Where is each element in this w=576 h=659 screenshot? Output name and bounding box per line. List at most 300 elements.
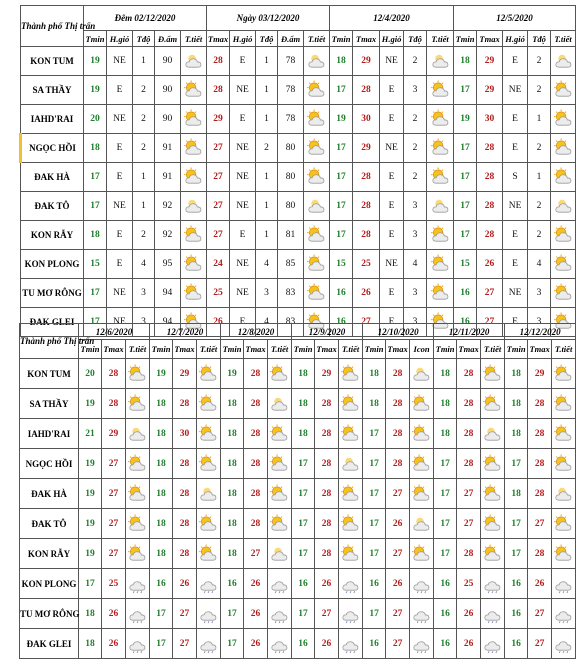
sun-cloud-icon: [553, 544, 574, 564]
weather-icon-cell: [551, 76, 576, 105]
value-cell: 26: [457, 599, 481, 629]
weather-icon-cell: [197, 569, 221, 599]
sun-cloud-icon: [127, 514, 148, 534]
forecast-table-1: [19, 5, 576, 337]
value-cell: 1: [256, 221, 278, 250]
value-cell: 2: [133, 221, 155, 250]
value-cell: 17: [434, 539, 457, 569]
weather-icon-cell: [197, 389, 221, 419]
value-cell: 27: [315, 599, 339, 629]
sun-cloud-icon: [482, 364, 503, 384]
value-cell: 17: [434, 449, 457, 479]
date-group-header: 12/8/2020: [221, 324, 292, 340]
sun-cloud-icon: [198, 604, 219, 624]
value-cell: 18: [434, 419, 457, 449]
value-cell: E: [230, 308, 256, 337]
column-header: T.tiết: [339, 340, 363, 359]
weather-icon-cell: [551, 47, 576, 76]
value-cell: 28: [173, 509, 197, 539]
value-cell: 27: [528, 629, 552, 659]
value-cell: 28: [457, 449, 481, 479]
sun-cloud-icon: [127, 544, 148, 564]
weather-icon-cell: [427, 76, 454, 105]
value-cell: 18: [505, 389, 528, 419]
column-header: Tmin: [150, 340, 173, 359]
value-cell: 17: [454, 134, 477, 163]
city-name: ĐAK HÀ: [21, 163, 84, 192]
sun-cloud-icon: [482, 484, 503, 504]
value-cell: 28: [315, 449, 339, 479]
weather-icon-cell: [339, 389, 363, 419]
weather-icon-cell: [197, 629, 221, 659]
value-cell: 27: [207, 134, 230, 163]
value-cell: 28: [477, 192, 503, 221]
value-cell: 29: [477, 47, 503, 76]
value-cell: 25: [457, 569, 481, 599]
weather-icon-cell: [268, 479, 292, 509]
value-cell: 92: [155, 192, 181, 221]
value-cell: 18: [363, 359, 386, 389]
value-cell: 17: [363, 599, 386, 629]
value-cell: 30: [477, 105, 503, 134]
weather-icon-cell: [126, 389, 150, 419]
sun-cloud-icon: [198, 544, 219, 564]
value-cell: 27: [528, 599, 552, 629]
sun-cloud-icon: [269, 394, 290, 414]
value-cell: 17: [84, 279, 107, 308]
weather-icon-cell: [552, 509, 576, 539]
weather-icon-cell: [339, 509, 363, 539]
value-cell: 27: [102, 509, 126, 539]
city-name: KON PLONG: [20, 569, 79, 599]
sun-cloud-icon: [553, 574, 574, 594]
value-cell: 1: [133, 192, 155, 221]
value-cell: 18: [150, 479, 173, 509]
sun-cloud-icon: [269, 514, 290, 534]
weather-icon-cell: [197, 539, 221, 569]
weather-icon-cell: [304, 105, 330, 134]
table-row: [21, 221, 576, 250]
value-cell: 2: [404, 47, 427, 76]
sun-cloud-icon: [183, 167, 204, 187]
value-cell: 26: [244, 599, 268, 629]
sun-cloud-icon: [127, 574, 148, 594]
value-cell: 18: [292, 389, 315, 419]
sun-cloud-icon: [411, 364, 432, 384]
weather-icon-cell: [427, 192, 454, 221]
sun-cloud-icon: [482, 514, 503, 534]
weather-icon-cell: [339, 359, 363, 389]
sun-cloud-icon: [306, 283, 327, 303]
weather-icon-cell: [339, 569, 363, 599]
value-cell: 18: [150, 539, 173, 569]
value-cell: 17: [454, 221, 477, 250]
sun-cloud-icon: [482, 424, 503, 444]
value-cell: 17: [330, 221, 353, 250]
value-cell: 17: [330, 76, 353, 105]
value-cell: E: [380, 76, 404, 105]
weather-icon-cell: [126, 629, 150, 659]
value-cell: 28: [102, 389, 126, 419]
value-cell: NE: [230, 250, 256, 279]
value-cell: 28: [173, 449, 197, 479]
value-cell: E: [380, 192, 404, 221]
sun-cloud-icon: [553, 604, 574, 624]
value-cell: 27: [386, 479, 410, 509]
weather-icon-cell: [126, 479, 150, 509]
value-cell: NE: [107, 105, 133, 134]
value-cell: 26: [386, 509, 410, 539]
value-cell: 28: [315, 479, 339, 509]
value-cell: 28: [528, 449, 552, 479]
value-cell: NE: [230, 279, 256, 308]
sun-cloud-icon: [306, 196, 327, 216]
value-cell: 19: [84, 47, 107, 76]
sun-cloud-icon: [430, 254, 451, 274]
weather-icon-cell: [126, 539, 150, 569]
sun-cloud-icon: [198, 454, 219, 474]
column-header: Tmin: [84, 31, 107, 47]
value-cell: 18: [79, 629, 102, 659]
sun-cloud-icon: [198, 634, 219, 654]
date-group-header: 12/5/2020: [454, 6, 576, 31]
value-cell: 3: [528, 279, 551, 308]
value-cell: 80: [278, 134, 304, 163]
value-cell: 17: [505, 449, 528, 479]
value-cell: 2: [528, 134, 551, 163]
value-cell: 16: [505, 599, 528, 629]
city-name: SA THẦY: [21, 76, 84, 105]
weather-icon-cell: [481, 359, 505, 389]
sun-cloud-icon: [340, 364, 361, 384]
weather-icon-cell: [552, 599, 576, 629]
value-cell: NE: [380, 250, 404, 279]
weather-icon-cell: [551, 250, 576, 279]
value-cell: NE: [107, 279, 133, 308]
weather-icon-cell: [552, 419, 576, 449]
weather-icon-cell: [410, 389, 434, 419]
value-cell: 30: [173, 419, 197, 449]
sun-cloud-icon: [411, 544, 432, 564]
city-name: TU MƠ RÔNG: [20, 599, 79, 629]
sun-cloud-icon: [553, 80, 574, 100]
value-cell: 17: [505, 509, 528, 539]
weather-icon-cell: [551, 192, 576, 221]
value-cell: 90: [155, 105, 181, 134]
column-header: Tmin: [330, 31, 353, 47]
city-name: IAHD'RAI: [21, 105, 84, 134]
value-cell: 26: [386, 569, 410, 599]
date-group-header: 12/10/2020: [363, 324, 434, 340]
value-cell: 25: [102, 569, 126, 599]
table-row: [21, 105, 576, 134]
value-cell: 27: [244, 539, 268, 569]
value-cell: 18: [79, 599, 102, 629]
sun-cloud-icon: [430, 196, 451, 216]
column-header: Tmax: [315, 340, 339, 359]
sun-cloud-icon: [340, 574, 361, 594]
value-cell: E: [503, 134, 528, 163]
value-cell: E: [107, 163, 133, 192]
value-cell: 3: [133, 308, 155, 337]
value-cell: 91: [155, 134, 181, 163]
column-header: Tmin: [363, 340, 386, 359]
date-group-header: Đêm 02/12/2020: [84, 6, 207, 31]
sun-cloud-icon: [482, 604, 503, 624]
column-header: T.tiết: [268, 340, 292, 359]
value-cell: 29: [528, 359, 552, 389]
sun-cloud-icon: [198, 484, 219, 504]
sun-cloud-icon: [482, 574, 503, 594]
weather-icon-cell: [552, 539, 576, 569]
city-name: IAHD'RAI: [20, 419, 79, 449]
value-cell: 28: [457, 389, 481, 419]
sun-cloud-icon: [269, 574, 290, 594]
weather-icon-cell: [181, 76, 207, 105]
value-cell: E: [230, 105, 256, 134]
column-header: T.tiết: [427, 31, 454, 47]
weather-icon-cell: [481, 629, 505, 659]
table-row: [20, 449, 576, 479]
value-cell: 18: [150, 449, 173, 479]
sun-cloud-icon: [183, 51, 204, 71]
title-strip-top: [232, 0, 352, 4]
value-cell: 16: [505, 629, 528, 659]
value-cell: NE: [107, 47, 133, 76]
value-cell: 21: [79, 419, 102, 449]
sun-cloud-icon: [340, 394, 361, 414]
weather-icon-cell: [410, 569, 434, 599]
sun-cloud-icon: [198, 364, 219, 384]
value-cell: 28: [528, 419, 552, 449]
value-cell: 17: [434, 509, 457, 539]
weather-icon-cell: [181, 47, 207, 76]
weather-icon-cell: [197, 449, 221, 479]
column-header: Tmax: [207, 31, 230, 47]
value-cell: 27: [457, 509, 481, 539]
value-cell: 28: [386, 419, 410, 449]
weather-icon-cell: [126, 359, 150, 389]
value-cell: 26: [244, 569, 268, 599]
weather-icon-cell: [481, 419, 505, 449]
value-cell: 2: [528, 221, 551, 250]
weather-icon-cell: [197, 479, 221, 509]
value-cell: 28: [244, 359, 268, 389]
value-cell: NE: [107, 308, 133, 337]
weather-icon-cell: [552, 479, 576, 509]
sun-cloud-icon: [430, 109, 451, 129]
sun-cloud-icon: [340, 424, 361, 444]
value-cell: 78: [278, 105, 304, 134]
column-header: Tmin: [221, 340, 244, 359]
value-cell: 18: [221, 539, 244, 569]
value-cell: 28: [173, 479, 197, 509]
weather-icon-cell: [552, 629, 576, 659]
value-cell: 17: [221, 599, 244, 629]
value-cell: 78: [278, 47, 304, 76]
value-cell: 85: [278, 250, 304, 279]
column-header: T.tiết: [481, 340, 505, 359]
sun-cloud-icon: [127, 604, 148, 624]
value-cell: 28: [353, 221, 380, 250]
sun-cloud-icon: [553, 138, 574, 158]
sun-cloud-icon: [553, 454, 574, 474]
sun-cloud-icon: [127, 454, 148, 474]
value-cell: 29: [102, 419, 126, 449]
sun-cloud-icon: [198, 574, 219, 594]
value-cell: 3: [404, 192, 427, 221]
value-cell: 1: [256, 47, 278, 76]
sun-cloud-icon: [553, 424, 574, 444]
value-cell: 26: [457, 629, 481, 659]
sun-cloud-icon: [411, 604, 432, 624]
column-header: Tmax: [353, 31, 380, 47]
weather-icon-cell: [410, 629, 434, 659]
value-cell: 28: [244, 389, 268, 419]
value-cell: 28: [477, 134, 503, 163]
value-cell: 27: [102, 479, 126, 509]
value-cell: 27: [457, 479, 481, 509]
city-name: ĐAK TÔ: [21, 192, 84, 221]
value-cell: 17: [363, 479, 386, 509]
sun-cloud-icon: [553, 364, 574, 384]
value-cell: 2: [133, 134, 155, 163]
weather-icon-cell: [268, 419, 292, 449]
value-cell: 1: [133, 47, 155, 76]
date-group-header: 12/6/2020: [79, 324, 150, 340]
value-cell: 26: [173, 569, 197, 599]
weather-icon-cell: [410, 449, 434, 479]
weather-icon-cell: [481, 479, 505, 509]
city-column-header: Thành phố Thị trấn: [21, 6, 84, 47]
table-row: [20, 389, 576, 419]
sun-cloud-icon: [340, 544, 361, 564]
value-cell: 1: [256, 76, 278, 105]
value-cell: 2: [404, 105, 427, 134]
city-name: NGỌC HỒI: [21, 134, 84, 163]
weather-icon-cell: [181, 163, 207, 192]
value-cell: 17: [330, 192, 353, 221]
value-cell: 17: [79, 569, 102, 599]
value-cell: 27: [207, 192, 230, 221]
table-row: [20, 599, 576, 629]
column-header: Tđộ: [133, 31, 155, 47]
sun-cloud-icon: [340, 484, 361, 504]
date-group-header: 12/4/2020: [330, 6, 454, 31]
value-cell: 28: [315, 509, 339, 539]
value-cell: 28: [457, 539, 481, 569]
weather-icon-cell: [181, 105, 207, 134]
weather-icon-cell: [339, 539, 363, 569]
sun-cloud-icon: [269, 364, 290, 384]
sun-cloud-icon: [553, 225, 574, 245]
value-cell: E: [503, 47, 528, 76]
column-header: Tđộ: [404, 31, 427, 47]
value-cell: E: [380, 308, 404, 337]
value-cell: 19: [150, 359, 173, 389]
value-cell: 16: [292, 629, 315, 659]
sun-cloud-icon: [306, 225, 327, 245]
value-cell: 19: [330, 105, 353, 134]
column-header: Tmax: [457, 340, 481, 359]
sun-cloud-icon: [269, 454, 290, 474]
sun-cloud-icon: [306, 138, 327, 158]
column-header: Tmax: [386, 340, 410, 359]
value-cell: 16: [454, 308, 477, 337]
weather-icon-cell: [304, 279, 330, 308]
value-cell: 17: [84, 192, 107, 221]
sun-cloud-icon: [127, 484, 148, 504]
value-cell: 16: [221, 569, 244, 599]
value-cell: 94: [155, 279, 181, 308]
weather-icon-cell: [126, 509, 150, 539]
value-cell: 80: [278, 192, 304, 221]
forecast-table-2: [19, 323, 576, 659]
weather-icon-cell: [481, 569, 505, 599]
value-cell: 4: [528, 250, 551, 279]
value-cell: 18: [454, 47, 477, 76]
value-cell: NE: [230, 192, 256, 221]
sun-cloud-icon: [411, 484, 432, 504]
value-cell: E: [380, 163, 404, 192]
value-cell: 17: [84, 308, 107, 337]
value-cell: 17: [292, 509, 315, 539]
value-cell: 3: [404, 308, 427, 337]
column-header: Tmin: [505, 340, 528, 359]
weather-icon-cell: [197, 359, 221, 389]
weather-icon-cell: [181, 279, 207, 308]
value-cell: 18: [84, 134, 107, 163]
value-cell: 26: [207, 308, 230, 337]
value-cell: 15: [84, 250, 107, 279]
weather-icon-cell: [126, 599, 150, 629]
value-cell: 18: [221, 509, 244, 539]
value-cell: 1: [256, 105, 278, 134]
sun-cloud-icon: [306, 80, 327, 100]
value-cell: 28: [477, 221, 503, 250]
weather-icon-cell: [181, 192, 207, 221]
value-cell: 18: [292, 419, 315, 449]
weather-icon-cell: [427, 250, 454, 279]
weather-icon-cell: [268, 509, 292, 539]
weather-icon-cell: [304, 221, 330, 250]
column-header: T.tiết: [304, 31, 330, 47]
date-group-header: 12/12/2020: [505, 324, 576, 340]
sun-cloud-icon: [553, 514, 574, 534]
sun-cloud-icon: [183, 109, 204, 129]
value-cell: E: [380, 221, 404, 250]
value-cell: NE: [230, 163, 256, 192]
sun-cloud-icon: [553, 109, 574, 129]
value-cell: 4: [404, 250, 427, 279]
date-group-header: 12/7/2020: [150, 324, 221, 340]
value-cell: 2: [528, 192, 551, 221]
value-cell: 19: [79, 509, 102, 539]
value-cell: 16: [363, 569, 386, 599]
sun-cloud-icon: [411, 454, 432, 474]
value-cell: 28: [528, 539, 552, 569]
sun-cloud-icon: [269, 604, 290, 624]
value-cell: 17: [150, 629, 173, 659]
sun-cloud-icon: [183, 138, 204, 158]
column-header: Tmin: [454, 31, 477, 47]
value-cell: 17: [363, 509, 386, 539]
value-cell: 26: [315, 629, 339, 659]
value-cell: 27: [102, 539, 126, 569]
column-header: Tmax: [173, 340, 197, 359]
value-cell: E: [380, 279, 404, 308]
value-cell: 2: [404, 134, 427, 163]
